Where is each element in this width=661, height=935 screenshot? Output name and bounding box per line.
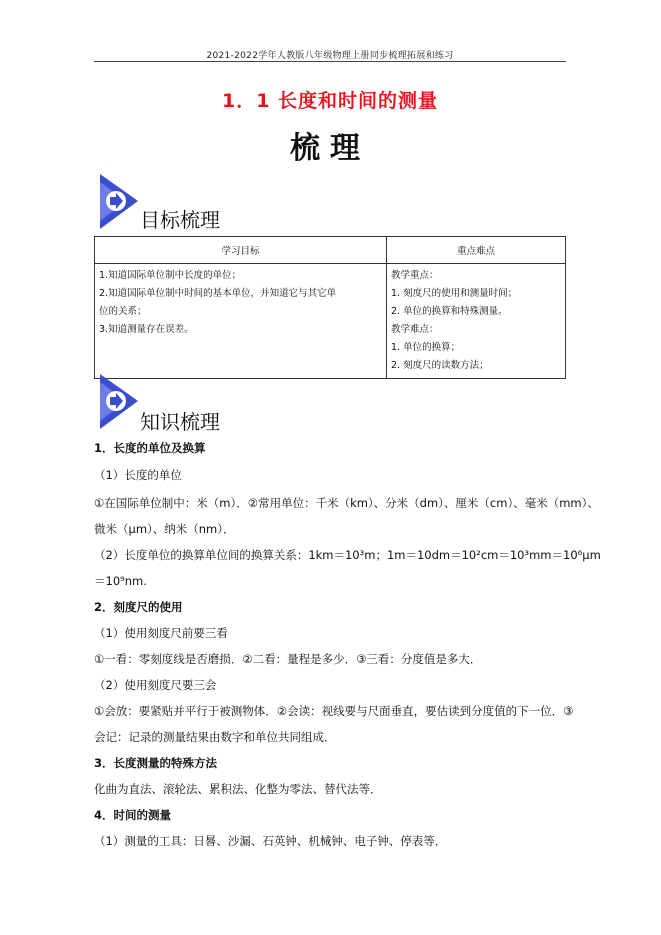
- topic-heading: 1．长度的单位及换算: [94, 441, 206, 455]
- topic-heading: 4．时间的测量: [94, 808, 172, 822]
- knowledge-heading: [100, 374, 320, 434]
- focus-line: 1. 单位的换算；: [391, 342, 461, 353]
- goals-line: 3.知道测量存在误差。: [99, 324, 194, 335]
- focus-line: 1. 刻度尺的使用和测量时间；: [391, 288, 518, 299]
- subtopic: （1）使用刻度尺前要三看: [94, 626, 228, 640]
- page-header: 2021-2022学年人教版八年级物理上册同步梳理拓展和练习: [206, 51, 454, 61]
- lesson-title: 1．1 长度和时间的测量: [221, 90, 439, 112]
- section-title: 梳理: [290, 131, 370, 166]
- paragraph-line: 化曲为直法、滚轮法、累积法、化整为零法、替代法等．: [94, 782, 382, 796]
- paragraph-line: ＝10⁹nm.: [94, 574, 147, 588]
- goals-col1-cell: [95, 264, 387, 379]
- paragraph-line: ①会放：要紧贴并平行于被测物体．②会读：视线要与尺面垂直，要估读到分度值的下一位．③: [94, 704, 574, 718]
- goals-heading: [100, 174, 320, 234]
- paragraph-line: 微米（μm）、纳米（nm）．: [94, 522, 235, 536]
- subtopic: （1）长度的单位: [94, 468, 182, 482]
- goals-heading-label: 目标梳理: [140, 208, 220, 232]
- goals-line: 位的关系；: [99, 306, 147, 317]
- subtopic: （2）长度单位的换算单位间的换算关系：1km＝10³m；1m＝10dm＝10²cm＝10³mm＝10⁶μm: [94, 548, 601, 562]
- focus-line: 教学重点：: [391, 270, 439, 281]
- paragraph-line: ①一看：零刻度线是否磨损．②二看：量程是多少．③三看：分度值是多大．: [94, 652, 482, 666]
- topic-heading: 3．长度测量的特殊方法: [94, 756, 218, 770]
- arrow-badge-icon: [100, 174, 138, 229]
- subtopic: （1）测量的工具：日晷、沙漏、石英钟、机械钟、电子钟、停表等．: [94, 834, 447, 848]
- arrow-badge-icon: [100, 374, 138, 429]
- goals-line: 1.知道国际单位制中长度的单位；: [99, 270, 242, 281]
- goals-col1-header: 学习目标: [95, 237, 387, 264]
- paragraph-line: 会记：记录的测量结果由数字和单位共同组成．: [94, 730, 336, 744]
- goals-col2-header: 重点难点: [387, 237, 566, 264]
- topic-heading: 2．刻度尺的使用: [94, 600, 183, 614]
- focus-line: 2. 刻度尺的读数方法；: [391, 360, 489, 371]
- goals-col2-cell: [387, 264, 566, 379]
- paragraph-line: ①在国际单位制中：米（m）．②常用单位：千米（km）、分米（dm）、厘米（cm）、毫米（mm）、: [94, 496, 599, 510]
- focus-line: 教学难点：: [391, 324, 439, 335]
- goals-line: 2.知道国际单位制中时间的基本单位，并知道它与其它单: [99, 288, 337, 299]
- knowledge-heading-label: 知识梳理: [140, 410, 220, 434]
- goals-table: [94, 236, 566, 379]
- focus-line: 2. 单位的换算和特殊测量。: [391, 306, 508, 317]
- subtopic: （2）使用刻度尺要三会: [94, 678, 217, 692]
- header-rule: [94, 61, 566, 62]
